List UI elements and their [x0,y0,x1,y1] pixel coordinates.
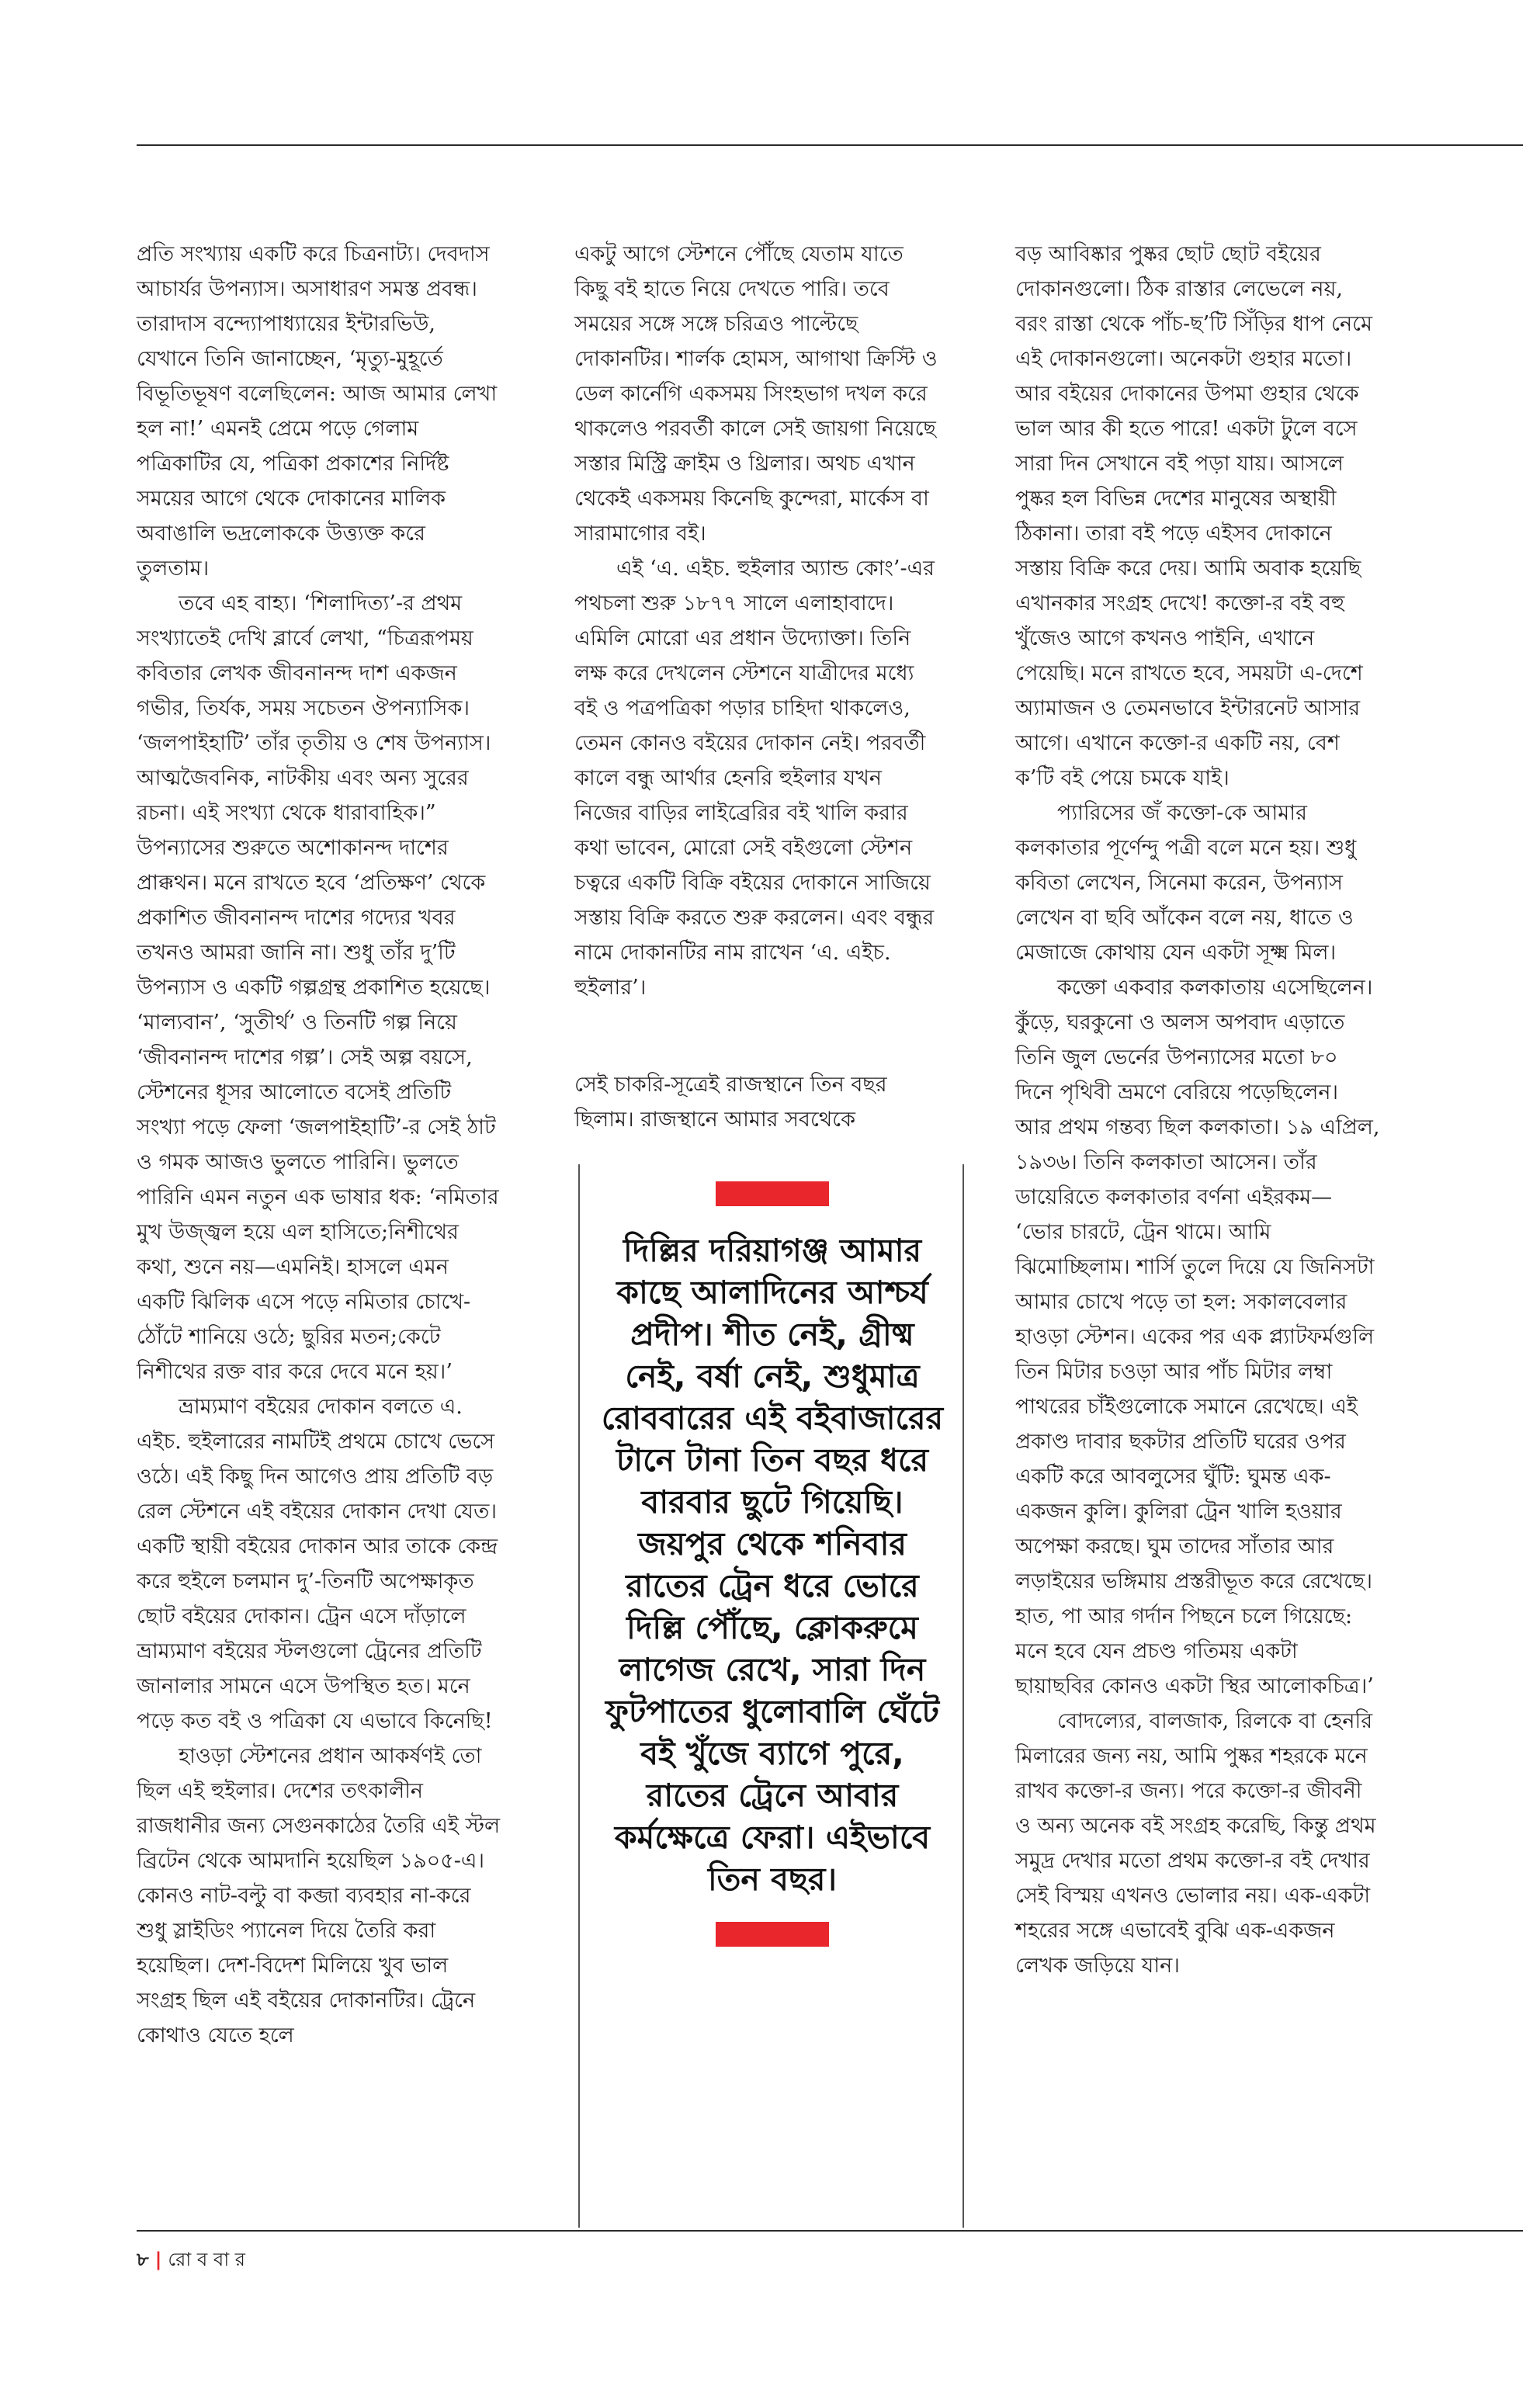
paragraph: প্যারিসের জঁ কক্তো-কে আমার কলকাতার পূর্ণেন্দু পত্রী বলে মনে হয়। শুধু কবিতা লেখেন, সিনেমা করেন, উপন্যাস লেখেন বা ছবি আঁকেন বলে নয়, ধাতে ও মেজাজে কোথায় যেন একটা সূক্ষ্ম মিল। [1015,801,1357,965]
pullquote-text: দিল্লির দরিয়াগঞ্জ আমার কাছে আলাদিনের আশ্চর্য প্রদীপ। শীত নেই, গ্রীষ্ম নেই, বর্ষা নেই, শুধুমাত্র রোববারের এই বইবাজারের টানে টানা তিন বছর ধরে বারবার ছুটে গিয়েছি। জয়পুর থেকে শনিবার রাতের ট্রেন ধরে ভোরে দিল্লি পৌঁছে, ক্লোকরুমে লাগেজ রেখে, সারা দিন ফুটপাতের ধুলোবালি ঘেঁটে বই খুঁজে ব্যাগে পুরে, রাতের ট্রেনে আবার কর্মক্ষেত্রে ফেরা। এইভাবে তিন বছর। [601,1232,944,1898]
bottom-rule [137,2230,1523,2232]
top-rule [137,144,1523,146]
article-column-3 [1015,237,1380,1983]
paragraph: সেই চাকরি-সূত্রেই রাজস্থানে তিন বছর ছিলাম। রাজস্থানে আমার সবথেকে [574,1073,887,1132]
article-column-2-continuation [574,1067,939,1137]
paragraph: বড় আবিষ্কার পুষ্কর ছোট ছোট বইয়ের দোকানগুলো। ঠিক রাস্তার লেভেলে নয়, বরং রাস্তা থেকে পাঁচ-ছ’টি সিঁড়ির ধাপ নেমে এই দোকানগুলো। অনেকটা গুহার মতো। আর বইয়ের দোকানের উপমা গুহার থেকে ভাল আর কী হতে পারে! একটা টুলে বসে সারা দিন সেখানে বই পড়া যায়। আসলে পুষ্কর হল বিভিন্ন দেশের মানুষের অস্থায়ী ঠিকানা। তারা বই পড়ে এইসব দোকানে সস্তায় বিক্রি করে দেয়। আমি অবাক হয়েছি এখানকার সংগ্রহ দেখে! কক্তো-র বই বহু খুঁজেও আগে কখনও পাইনি, এখানে পেয়েছি। মনে রাখতে হবে, সময়টা এ-দেশে অ্যামাজন ও তেমনভাবে ইন্টারনেট আসার আগে। এখানে কক্তো-র একটি নয়, বেশ ক’টি বই পেয়ে চমকে যাই। [1015,242,1372,790]
pullquote-right-rule [962,1164,964,2228]
paragraph: ভ্রাম্যমাণ বইয়ের দোকান বলতে এ. এইচ. হুইলারের নামটিই প্রথমে চোখে ভেসে ওঠে। এই কিছু দিন আগেও প্রায় প্রতিটি বড় রেল স্টেশনে এই বইয়ের দোকান দেখা যেত। একটি স্থায়ী বইয়ের দোকান আর তাকে কেন্দ্র করে হুইলে চলমান দু’-তিনটি অপেক্ষাকৃত ছোট বইয়ের দোকান। ট্রেন এসে দাঁড়ালে ভ্রাম্যমাণ বইয়ের স্টলগুলো ট্রেনের প্রতিটি জানালার সামনে এসে উপস্থিত হত। মনে পড়ে কত বই ও পত্রিকা যে এভাবে কিনেছি! [137,1395,498,1733]
footer-separator: | [154,2249,162,2270]
paragraph: প্রতি সংখ্যায় একটি করে চিত্রনাট্য। দেবদাস আচার্যর উপন্যাস। অসাধারণ সমস্ত প্রবন্ধ। তারাদাস বন্দ্যোপাধ্যায়ের ইন্টারভিউ, যেখানে তিনি জানাচ্ছেন, ‘মৃত্যু-মুহূর্তে বিভূতিভূষণ বলেছিলেন: আজ আমার লেখা হল না!’ এমনই প্রেমে পড়ে গেলাম পত্রিকাটির যে, পত্রিকা প্রকাশের নির্দিষ্ট সময়ের আগে থেকে দোকানের মালিক অবাঙালি ভদ্রলোককে উত্ত্যক্ত করে তুলতাম। [137,242,498,581]
pullquote-bottom-bar [716,1922,829,1947]
paragraph: হাওড়া স্টেশনের প্রধান আকর্ষণই তো ছিল এই হুইলার। দেশের তৎকালীন রাজধানীর জন্য সেগুনকাঠের তৈরি এই স্টল ব্রিটেন থেকে আমদানি হয়েছিল ১৯০৫-এ। কোনও নাট-বল্টু বা কব্জা ব্যবহার না-করে শুধু স্লাইডিং প্যানেল দিয়ে তৈরি করা হয়েছিল। দেশ-বিদেশ মিলিয়ে খুব ভাল সংগ্রহ ছিল এই বইয়ের দোকানটির। ট্রেনে কোথাও যেতে হলে [137,1744,501,2048]
paragraph: কক্তো একবার কলকাতায় এসেছিলেন। কুঁড়ে, ঘরকুনো ও অলস অপবাদ এড়াতে তিনি জুল ভের্নের উপন্যাসের মতো ৮০ দিনে পৃথিবী ভ্রমণে বেরিয়ে পড়েছিলেন। আর প্রথম গন্তব্য ছিল কলকাতা। ১৯ এপ্রিল, ১৯৩৬। তিনি কলকাতা আসেন। তাঁর ডায়েরিতে কলকাতার বর্ণনা এইরকম— ‘ভোর চারটে, ট্রেন থামে। আমি ঝিমোচ্ছিলাম। শার্সি তুলে দিয়ে যে জিনিসটা আমার চোখে পড়ে তা হল: সকালবেলার হাওড়া স্টেশন। একের পর এক প্ল্যাটফর্মগুলি তিন মিটার চওড়া আর পাঁচ মিটার লম্বা পাথরের চাঁইগুলোকে সমানে রেখেছে। এই প্রকাণ্ড দাবার ছকটার প্রতিটি ঘরের ওপর একটি করে আবলুসের ঘুঁটি: ঘুমন্ত এক-একজন কুলি। কুলিরা ট্রেন খালি হওয়ার অপেক্ষা করছে। ঘুম তাদের সাঁতার আর লড়াইয়ের ভঙ্গিমায় প্রস্তরীভূত করে রেখেছে। হাত, পা আর গর্দান পিছনে চলে গিয়েছে: মনে হবে যেন প্রচণ্ড গতিময় একটা ছায়াছবির কোনও একটা স্থির আলোকচিত্র।’ [1015,976,1380,1698]
paragraph: তবে এহ বাহ্য। ‘শিলাদিত্য’-র প্রথম সংখ্যাতেই দেখি ব্লার্বে লেখা, “চিত্ররূপময় কবিতার লেখক জীবনানন্দ দাশ একজন গভীর, তির্যক, সময় সচেতন ঔপন্যাসিক। ‘জলপাইহাটি’ তাঁর তৃতীয় ও শেষ উপন্যাস। আত্মজৈবনিক, নাটকীয় এবং অন্য সুরের রচনা। এই সংখ্যা থেকে ধারাবাহিক।” উপন্যাসের শুরুতে অশোকানন্দ দাশের প্রাক্কথন। মনে রাখতে হবে ‘প্রতিক্ষণ’ থেকে প্রকাশিত জীবনানন্দ দাশের গদ্যের খবর তখনও আমরা জানি না। শুধু তাঁর দু’টি উপন্যাস ও একটি গল্পগ্রন্থ প্রকাশিত হয়েছে। ‘মাল্যবান’, ‘সুতীর্থ’ ও তিনটি গল্প নিয়ে ‘জীবনানন্দ দাশের গল্প’। সেই অল্প বয়সে, স্টেশনের ধূসর আলোতে বসেই প্রতিটি সংখ্যা পড়ে ফেলা ‘জলপাইহাটি’-র সেই ঠাট ও গমক আজও ভুলতে পারিনি। ভুলতে পারিনি এমন নতুন এক ভাষার ধক: ‘নমিতার মুখ উজ্জ্বল হয়ে এল হাসিতে;নিশীথের কথা, শুনে নয়—এমনিই। হাসলে এমন একটি ঝিলিক এসে পড়ে নমিতার চোখে-ঠোঁটে শানিয়ে ওঠে; ছুরির মতন;কেটে নিশীথের রক্ত বার করে দেবে মনে হয়।’ [137,591,499,1384]
paragraph: একটু আগে স্টেশনে পৌঁছে যেতাম যাতে কিছু বই হাতে নিয়ে দেখতে পারি। তবে সময়ের সঙ্গে সঙ্গে চরিত্রও পাল্টেছে দোকানটির। শার্লক হোমস, আগাথা ক্রিস্টি ও ডেল কার্নেগি একসময় সিংহভাগ দখল করে থাকলেও পরবর্তী কালে সেই জায়গা নিয়েছে সস্তার মিস্ট্রি ক্রাইম ও থ্রিলার। অথচ এখান থেকেই একসময় কিনেছি কুন্দেরা, মার্কেস বা সারামাগোর বই। [574,242,938,546]
page-footer [137,2246,245,2277]
pullquote-left-rule [578,1164,580,2228]
article-column-1 [137,237,501,2053]
pullquote-box [598,1181,947,1947]
pullquote-top-bar [716,1181,829,1206]
paragraph: বোদল্যের, বালজাক, রিলকে বা হেনরি মিলারের জন্য নয়, আমি পুষ্কর শহরকে মনে রাখব কক্তো-র জন্য। পরে কক্তো-র জীবনী ও অন্য অনেক বই সংগ্রহ করেছি, কিন্তু প্রথম সমুদ্র দেখার মতো প্রথম কক্তো-র বই দেখার সেই বিস্ময় এখনও ভোলার নয়। এক-একটা শহরের সঙ্গে এভাবেই বুঝি এক-একজন লেখক জড়িয়ে যান। [1015,1709,1376,1978]
article-column-2 [574,237,939,1005]
page-number: ৮ [137,2249,149,2270]
paragraph: এই ‘এ. এইচ. হুইলার অ্যান্ড কোং’-এর পথচলা শুরু ১৮৭৭ সালে এলাহাবাদে। এমিলি মোরো এর প্রধান উদ্যোক্তা। তিনি লক্ষ করে দেখলেন স্টেশনে যাত্রীদের মধ্যে বই ও পত্রপত্রিকা পড়ার চাহিদা থাকলেও, তেমন কোনও বইয়ের দোকান নেই। পরবর্তী কালে বন্ধু আর্থার হেনরি হুইলার যখন নিজের বাড়ির লাইব্রেরির বই খালি করার কথা ভাবেন, মোরো সেই বইগুলো স্টেশন চত্বরে একটি বিক্রি বইয়ের দোকানে সাজিয়ে সস্তায় বিক্রি করতে শুরু করলেন। এবং বন্ধুর নামে দোকানটির নাম রাখেন ‘এ. এইচ. হুইলার’। [574,557,935,1000]
magazine-name: রো ব বা র [168,2249,246,2270]
